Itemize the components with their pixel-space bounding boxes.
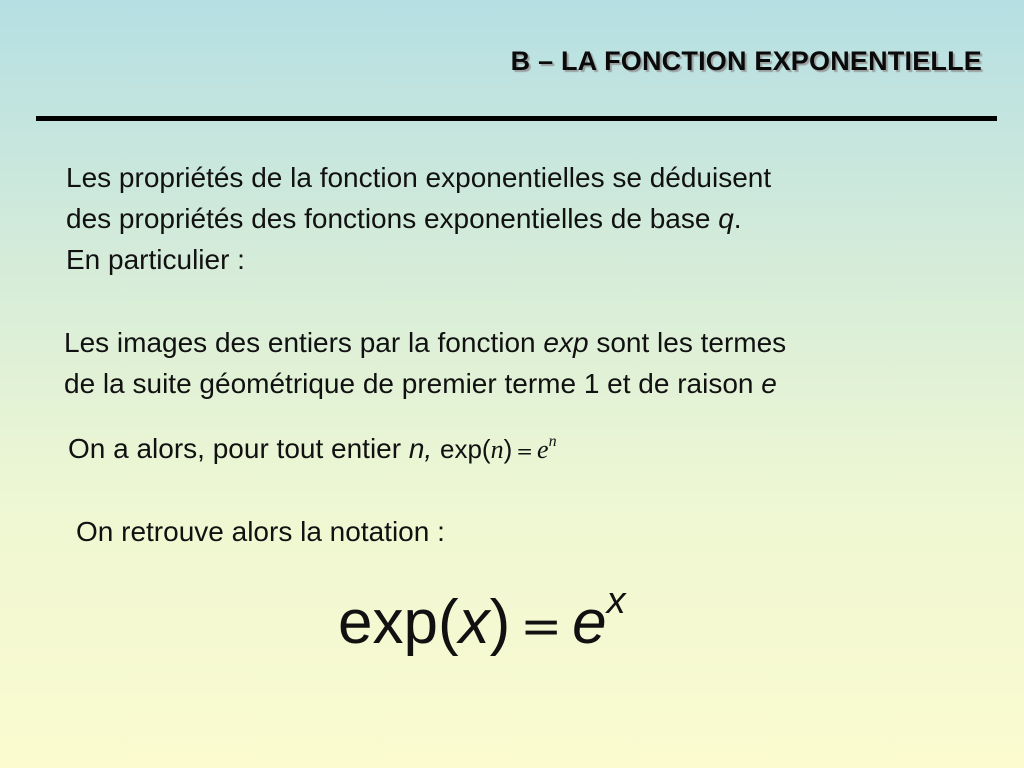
title-divider — [36, 116, 997, 121]
exp-word: exp — [543, 327, 589, 358]
intro-paragraph — [66, 157, 966, 280]
main-formula-base: e — [572, 588, 607, 657]
intro-line-1: Les propriétés de la fonction exponentielles se déduisent — [66, 162, 772, 193]
intro-line-2-end: . — [733, 203, 742, 234]
statement-text: On a alors, pour tout entier — [68, 433, 409, 464]
integers-paragraph — [64, 322, 984, 404]
formula-base: e — [537, 435, 549, 464]
integers-line-2: de la suite géométrique de premier terme 1 et de raison — [64, 368, 762, 399]
intro-line-3: En particulier : — [66, 244, 245, 275]
integers-line-1: Les images des entiers par la fonction — [64, 327, 544, 358]
integer-statement — [68, 433, 557, 465]
statement-variable: n, — [408, 433, 433, 464]
main-formula — [338, 580, 626, 658]
slide-title: B – LA FONCTION EXPONENTIELLE — [510, 46, 982, 76]
formula-close: ) — [503, 434, 513, 464]
formula-fn: exp( — [440, 434, 491, 464]
integer-formula — [440, 435, 557, 464]
intro-line-2: des propriétés des fonctions exponentielles de base — [66, 203, 719, 234]
main-formula-arg: x — [458, 588, 490, 657]
notation-intro: On retrouve alors la notation : — [76, 516, 445, 547]
ratio-variable: e — [761, 368, 777, 399]
base-variable: q — [718, 203, 734, 234]
main-formula-fn: exp( — [338, 588, 459, 657]
main-formula-exponent: x — [606, 580, 626, 622]
main-formula-close: ) — [489, 588, 511, 657]
formula-exponent: n — [548, 433, 557, 450]
formula-equals: = — [516, 439, 534, 463]
main-formula-equals: = — [520, 597, 563, 655]
integers-line-1-end: sont les termes — [588, 327, 787, 358]
formula-arg: n — [490, 435, 504, 464]
